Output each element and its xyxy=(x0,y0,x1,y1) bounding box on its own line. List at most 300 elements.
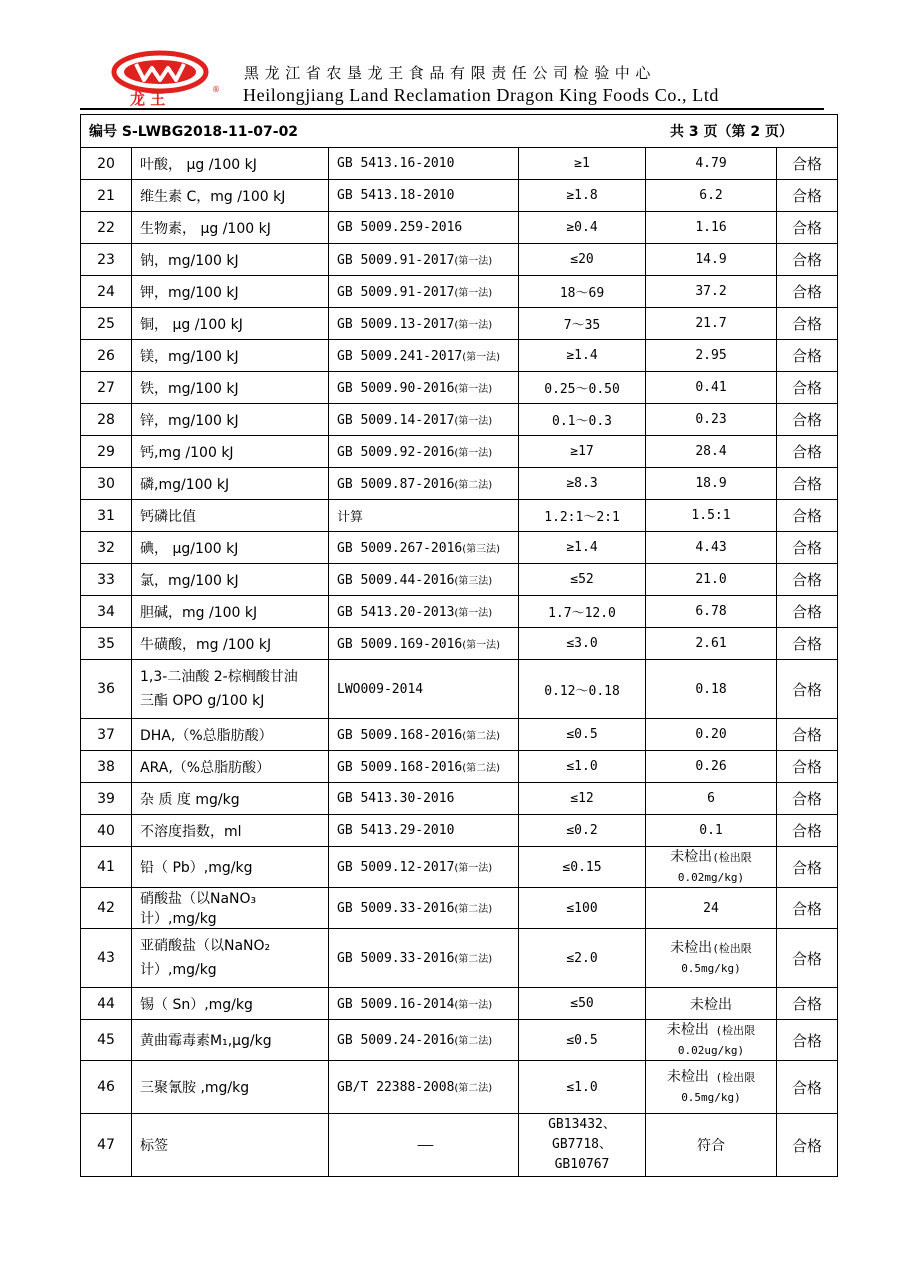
table-row xyxy=(81,660,838,719)
row-number: 36 xyxy=(97,681,115,697)
test-method: GB 5009.267-2016 xyxy=(337,540,463,556)
standard-value: 1.2:1～2:1 xyxy=(544,510,620,525)
test-method: GB 5009.33-2016 xyxy=(337,951,455,966)
test-method-note: (第三法) xyxy=(462,543,501,555)
row-number: 44 xyxy=(97,995,115,1012)
test-method-note: (第二法) xyxy=(454,1036,493,1047)
cell-method xyxy=(329,596,519,628)
result-value: 28.4 xyxy=(695,444,727,459)
cell-result xyxy=(646,628,777,660)
cell-standard xyxy=(519,436,646,468)
test-method: GB 5009.44-2016 xyxy=(337,572,455,588)
cell-no xyxy=(81,212,132,244)
cell-standard xyxy=(519,929,646,988)
standard-value-line3: GB10767 xyxy=(554,1157,610,1172)
result-value: 未检出 xyxy=(690,996,732,1013)
cell-standard xyxy=(519,212,646,244)
cell-method xyxy=(329,847,519,888)
cell-no xyxy=(81,888,132,929)
item-name: 钙,mg /100 kJ xyxy=(140,444,234,461)
conclusion-value: 合格 xyxy=(792,635,823,653)
cell-result xyxy=(646,660,777,719)
cell-conclusion xyxy=(777,340,838,372)
standard-value: ≤1.0 xyxy=(566,1079,598,1095)
table-row xyxy=(81,1061,838,1114)
result-detection-limit-value: 0.02ug/kg) xyxy=(677,1044,745,1057)
row-number: 39 xyxy=(97,790,115,807)
item-name: 锡（ Sn）,mg/kg xyxy=(140,996,253,1013)
cell-item xyxy=(132,244,329,276)
cell-no xyxy=(81,628,132,660)
cell-item xyxy=(132,1061,329,1114)
test-method: GB 5009.12-2017 xyxy=(337,860,455,875)
cell-result xyxy=(646,276,777,308)
conclusion-value: 合格 xyxy=(792,1136,823,1155)
company-name-cn: 黑龙江省农垦龙王食品有限责任公司检验中心 xyxy=(244,64,657,82)
standard-value: ≤50 xyxy=(570,996,594,1011)
row-number: 46 xyxy=(97,1079,115,1095)
table-row xyxy=(81,815,838,847)
cell-item xyxy=(132,436,329,468)
result-value: 0.20 xyxy=(695,727,727,742)
company-name-en: Heilongjiang Land Reclamation Dragon King Foods Co., Ltd xyxy=(243,85,720,105)
conclusion-value: 合格 xyxy=(792,315,823,333)
result-value: 4.79 xyxy=(695,156,727,171)
cell-conclusion xyxy=(777,815,838,847)
cell-standard xyxy=(519,340,646,372)
cell-standard xyxy=(519,847,646,888)
row-number: 20 xyxy=(97,155,115,172)
test-method: GB 5009.91-2017 xyxy=(337,284,455,300)
cell-no xyxy=(81,436,132,468)
test-method: GB 5009.169-2016 xyxy=(337,636,463,652)
cell-conclusion xyxy=(777,148,838,180)
cell-result xyxy=(646,404,777,436)
cell-conclusion xyxy=(777,719,838,751)
standard-value: ≤1.0 xyxy=(566,759,598,774)
cell-method xyxy=(329,180,519,212)
row-number: 34 xyxy=(97,603,115,620)
conclusion-value: 合格 xyxy=(792,379,823,397)
test-method-note: (第一法) xyxy=(462,639,501,651)
cell-method xyxy=(329,719,519,751)
test-method-note: (第一法) xyxy=(454,287,493,299)
row-number: 32 xyxy=(97,539,115,556)
standard-value: ≤0.15 xyxy=(562,859,602,875)
result-value: 未检出 xyxy=(666,1022,709,1038)
cell-item xyxy=(132,1020,329,1061)
item-name-line2: 三酯 OPO g/100 kJ xyxy=(140,693,265,709)
cell-no xyxy=(81,180,132,212)
cell-method xyxy=(329,1114,519,1177)
company-logo xyxy=(108,50,223,108)
test-method: LWO009-2014 xyxy=(337,681,424,697)
result-value: 0.26 xyxy=(695,759,727,774)
item-name: 钾，mg/100 kJ xyxy=(140,284,239,301)
standard-value: ≥0.4 xyxy=(566,220,598,235)
result-value: 0.18 xyxy=(695,681,727,697)
cell-no xyxy=(81,340,132,372)
cell-no xyxy=(81,500,132,532)
table-row xyxy=(81,148,838,180)
table-row xyxy=(81,500,838,532)
cell-standard xyxy=(519,1114,646,1177)
table-row xyxy=(81,751,838,783)
cell-result xyxy=(646,596,777,628)
table-row xyxy=(81,308,838,340)
cell-no xyxy=(81,815,132,847)
cell-item xyxy=(132,564,329,596)
item-name: 杂 质 度 mg/kg xyxy=(140,791,240,808)
cell-method xyxy=(329,500,519,532)
test-method-note: (第一法) xyxy=(454,319,493,331)
cell-conclusion xyxy=(777,500,838,532)
result-detection-limit-value: 0.5mg/kg) xyxy=(681,1091,741,1104)
cell-conclusion xyxy=(777,1020,838,1061)
conclusion-value: 合格 xyxy=(792,507,823,525)
item-name: 钙磷比值 xyxy=(140,508,196,525)
table-row xyxy=(81,340,838,372)
cell-result xyxy=(646,436,777,468)
cell-method xyxy=(329,212,519,244)
cell-standard xyxy=(519,532,646,564)
table-row xyxy=(81,929,838,988)
cell-conclusion xyxy=(777,308,838,340)
cell-method xyxy=(329,628,519,660)
cell-no xyxy=(81,1061,132,1114)
item-name: 牛磺酸，mg /100 kJ xyxy=(140,636,272,653)
item-name: 氯，mg/100 kJ xyxy=(140,572,239,589)
row-number: 43 xyxy=(97,950,115,966)
cell-method xyxy=(329,244,519,276)
cell-conclusion xyxy=(777,468,838,500)
standard-value: ≤0.2 xyxy=(566,823,598,838)
test-method-note: (第二法) xyxy=(462,762,501,774)
test-method: GB 5009.91-2017 xyxy=(337,252,455,268)
table-row xyxy=(81,180,838,212)
cell-standard xyxy=(519,1061,646,1114)
test-method: GB 5413.29-2010 xyxy=(337,823,455,838)
row-number: 33 xyxy=(97,571,115,588)
table-row xyxy=(81,404,838,436)
item-name: 生物素， μg /100 kJ xyxy=(140,220,271,237)
cell-no xyxy=(81,1020,132,1061)
test-method-note: (第二法) xyxy=(454,904,493,915)
cell-item xyxy=(132,783,329,815)
cell-conclusion xyxy=(777,180,838,212)
cell-method xyxy=(329,564,519,596)
cell-method xyxy=(329,888,519,929)
cell-method xyxy=(329,404,519,436)
test-method: GB 5009.92-2016 xyxy=(337,444,455,460)
cell-no xyxy=(81,564,132,596)
item-name: 三聚氰胺 ,mg/kg xyxy=(140,1080,250,1096)
table-row xyxy=(81,1020,838,1061)
cell-method xyxy=(329,468,519,500)
conclusion-value: 合格 xyxy=(792,1031,823,1050)
cell-method xyxy=(329,815,519,847)
test-method: GB 5009.168-2016 xyxy=(337,759,463,775)
row-number: 23 xyxy=(97,251,115,268)
cell-standard xyxy=(519,719,646,751)
cell-conclusion xyxy=(777,751,838,783)
cell-item xyxy=(132,404,329,436)
result-value: 未检出 xyxy=(670,940,713,956)
cell-method xyxy=(329,783,519,815)
cell-conclusion xyxy=(777,783,838,815)
cell-conclusion xyxy=(777,212,838,244)
cell-no xyxy=(81,372,132,404)
conclusion-value: 合格 xyxy=(792,475,823,493)
test-method: GB 5009.168-2016 xyxy=(337,727,463,743)
standard-value: ≤0.5 xyxy=(566,1032,598,1048)
result-value: 6.78 xyxy=(695,604,727,619)
result-value: 14.9 xyxy=(695,252,727,267)
item-name: DHA,（%总脂肪酸） xyxy=(140,727,273,744)
result-value: 21.7 xyxy=(695,316,727,331)
cell-item xyxy=(132,751,329,783)
table-row xyxy=(81,372,838,404)
cell-standard xyxy=(519,888,646,929)
test-method: GB 5009.33-2016 xyxy=(337,901,455,916)
cell-no xyxy=(81,929,132,988)
cell-method xyxy=(329,1020,519,1061)
table-row xyxy=(81,988,838,1020)
cell-standard xyxy=(519,180,646,212)
cell-standard xyxy=(519,660,646,719)
cell-standard xyxy=(519,500,646,532)
test-method: GB 5413.18-2010 xyxy=(337,188,455,203)
cell-result xyxy=(646,564,777,596)
row-number: 35 xyxy=(97,635,115,652)
cell-no xyxy=(81,468,132,500)
standard-value: ≤0.5 xyxy=(566,727,598,742)
test-method-note: (第一法) xyxy=(454,999,493,1011)
result-value: 2.95 xyxy=(695,348,727,363)
row-number: 21 xyxy=(97,187,115,204)
row-number: 22 xyxy=(97,219,115,236)
cell-conclusion xyxy=(777,628,838,660)
standard-value: ≤12 xyxy=(570,791,594,806)
standard-value: 7～35 xyxy=(563,318,601,333)
standard-value: ≥8.3 xyxy=(566,476,598,491)
cell-standard xyxy=(519,815,646,847)
result-value: 未检出 xyxy=(666,1069,709,1085)
cell-result xyxy=(646,1020,777,1061)
cell-item xyxy=(132,372,329,404)
cell-no xyxy=(81,988,132,1020)
cell-result xyxy=(646,847,777,888)
table-row xyxy=(81,596,838,628)
table-row xyxy=(81,564,838,596)
report-meta-row xyxy=(81,115,838,148)
cell-result xyxy=(646,988,777,1020)
cell-conclusion xyxy=(777,532,838,564)
row-number: 37 xyxy=(97,726,115,743)
standard-value: GB13432、 xyxy=(548,1117,616,1132)
test-method: GB 5009.241-2017 xyxy=(337,348,463,364)
standard-value: ≥1.4 xyxy=(566,540,598,555)
standard-value: ≤52 xyxy=(570,572,594,587)
result-detection-limit: (检出限 xyxy=(708,1024,756,1037)
cell-no xyxy=(81,404,132,436)
cell-conclusion xyxy=(777,436,838,468)
cell-standard xyxy=(519,564,646,596)
table-row xyxy=(81,244,838,276)
cell-method xyxy=(329,372,519,404)
conclusion-value: 合格 xyxy=(792,1078,823,1097)
cell-no xyxy=(81,751,132,783)
cell-standard xyxy=(519,308,646,340)
item-name: 钠，mg/100 kJ xyxy=(140,252,239,269)
cell-item xyxy=(132,212,329,244)
svg-text:®: ® xyxy=(212,85,220,94)
result-value: 符合 xyxy=(697,1138,725,1154)
test-method: GB 5009.87-2016 xyxy=(337,476,455,492)
standard-value: 18～69 xyxy=(559,286,605,301)
test-method-note: (第一法) xyxy=(454,415,493,427)
cell-result xyxy=(646,929,777,988)
table-row xyxy=(81,628,838,660)
cell-standard xyxy=(519,372,646,404)
report-number: 编号 S-LWBG2018-11-07-02 xyxy=(89,124,299,140)
item-name: 镁，mg/100 kJ xyxy=(140,348,239,365)
item-name: 1,3-二油酸 2-棕榈酸甘油 xyxy=(140,669,298,685)
item-name: ARA,（%总脂肪酸） xyxy=(140,759,271,776)
cell-result xyxy=(646,751,777,783)
cell-conclusion xyxy=(777,1061,838,1114)
cell-method xyxy=(329,751,519,783)
cell-no xyxy=(81,719,132,751)
cell-item xyxy=(132,988,329,1020)
result-value: 0.1 xyxy=(699,823,723,838)
row-number: 42 xyxy=(97,900,115,916)
cell-item xyxy=(132,180,329,212)
test-method: —— xyxy=(417,1137,434,1153)
conclusion-value: 合格 xyxy=(792,411,823,429)
test-method: GB 5413.20-2013 xyxy=(337,604,455,620)
test-method: GB 5009.13-2017 xyxy=(337,316,455,332)
cell-standard xyxy=(519,404,646,436)
cell-item xyxy=(132,596,329,628)
cell-no xyxy=(81,1114,132,1177)
result-detection-limit: (检出限 xyxy=(712,851,752,864)
item-name: 维生素 C，mg /100 kJ xyxy=(140,188,286,205)
cell-item xyxy=(132,500,329,532)
item-name: 磷,mg/100 kJ xyxy=(140,476,230,493)
conclusion-value: 合格 xyxy=(792,571,823,589)
test-method-note: (第一法) xyxy=(454,383,493,395)
cell-item xyxy=(132,888,329,929)
cell-conclusion xyxy=(777,596,838,628)
cell-standard xyxy=(519,783,646,815)
test-method-note: (第三法) xyxy=(454,575,493,587)
cell-method xyxy=(329,929,519,988)
cell-method xyxy=(329,532,519,564)
item-name: 亚硝酸盐（以NaNO₂ xyxy=(140,938,271,954)
result-value: 1.16 xyxy=(695,220,727,235)
test-method-note: (第二法) xyxy=(454,479,493,491)
row-number: 27 xyxy=(97,379,115,396)
standard-value-line2: GB7718、 xyxy=(552,1137,612,1152)
cell-result xyxy=(646,888,777,929)
conclusion-value: 合格 xyxy=(792,899,823,918)
cell-result xyxy=(646,815,777,847)
cell-result xyxy=(646,244,777,276)
header-divider xyxy=(80,108,824,110)
test-method-note: (第二法) xyxy=(454,1083,493,1094)
table-row xyxy=(81,888,838,929)
row-number: 41 xyxy=(97,859,115,875)
cell-no xyxy=(81,244,132,276)
row-number: 26 xyxy=(97,347,115,364)
table-row xyxy=(81,783,838,815)
cell-method xyxy=(329,276,519,308)
conclusion-value: 合格 xyxy=(792,822,823,840)
conclusion-value: 合格 xyxy=(792,155,823,173)
item-name: 锌，mg/100 kJ xyxy=(140,412,239,429)
cell-item xyxy=(132,660,329,719)
conclusion-value: 合格 xyxy=(792,603,823,621)
cell-method xyxy=(329,340,519,372)
cell-item xyxy=(132,929,329,988)
table-row xyxy=(81,1114,838,1177)
cell-conclusion xyxy=(777,988,838,1020)
cell-no xyxy=(81,148,132,180)
conclusion-value: 合格 xyxy=(792,251,823,269)
test-method: GB 5009.16-2014 xyxy=(337,996,455,1012)
cell-item xyxy=(132,815,329,847)
cell-no xyxy=(81,783,132,815)
cell-standard xyxy=(519,988,646,1020)
cell-no xyxy=(81,276,132,308)
cell-item xyxy=(132,340,329,372)
conclusion-value: 合格 xyxy=(792,995,823,1013)
table-row xyxy=(81,212,838,244)
page-info: 共 3 页（第 2 页） xyxy=(670,124,794,140)
result-value: 21.0 xyxy=(695,572,727,587)
test-method-note: (第一法) xyxy=(454,863,493,874)
result-value: 2.61 xyxy=(695,636,727,651)
table-row xyxy=(81,468,838,500)
cell-result xyxy=(646,719,777,751)
cell-result xyxy=(646,180,777,212)
conclusion-value: 合格 xyxy=(792,219,823,237)
cell-standard xyxy=(519,148,646,180)
cell-item xyxy=(132,148,329,180)
row-number: 28 xyxy=(97,411,115,428)
cell-conclusion xyxy=(777,276,838,308)
conclusion-value: 合格 xyxy=(792,539,823,557)
cell-method xyxy=(329,148,519,180)
cell-standard xyxy=(519,244,646,276)
test-method: GB 5009.14-2017 xyxy=(337,412,455,428)
cell-method xyxy=(329,660,519,719)
cell-no xyxy=(81,660,132,719)
result-detection-limit-value: 0.02mg/kg) xyxy=(677,871,745,884)
logo-text: 龙 王 xyxy=(130,90,166,108)
standard-value: ≥1 xyxy=(574,156,590,171)
row-number: 40 xyxy=(97,822,115,839)
test-method-note: (第一法) xyxy=(454,447,493,459)
cell-standard xyxy=(519,468,646,500)
item-name: 铅（ Pb）,mg/kg xyxy=(140,860,253,876)
conclusion-value: 合格 xyxy=(792,858,823,877)
cell-item xyxy=(132,532,329,564)
test-results-table xyxy=(80,114,838,1177)
standard-value: ≥17 xyxy=(570,444,594,459)
table-row xyxy=(81,276,838,308)
